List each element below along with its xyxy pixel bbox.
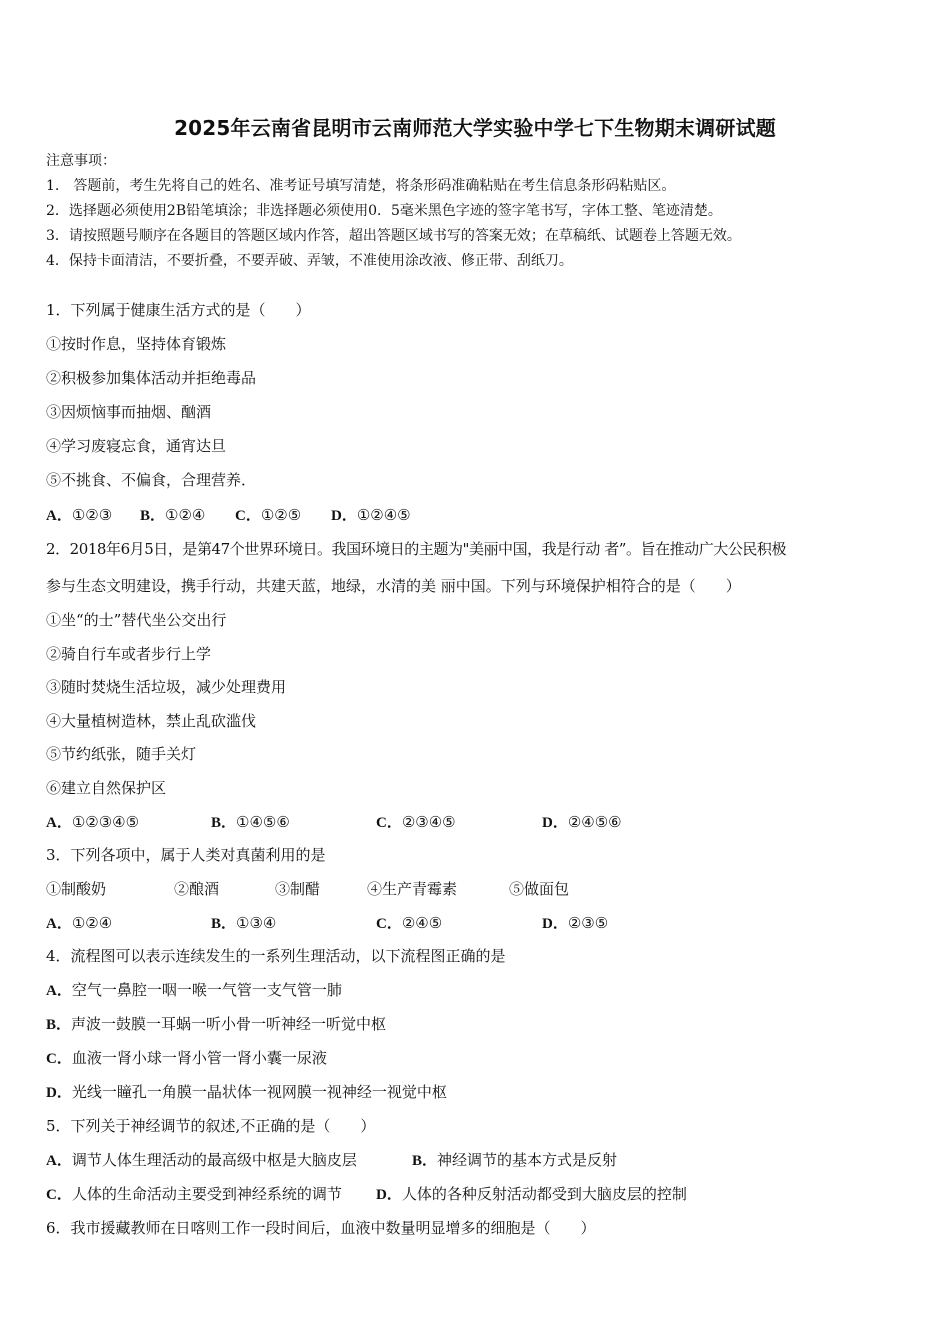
option-text: ①②③ xyxy=(71,506,113,524)
option-text: 光线一瞳孔一角膜一晶状体一视网膜一视神经一视觉中枢 xyxy=(71,1083,447,1101)
option-a[interactable] xyxy=(46,980,342,1001)
statement-item: ②积极参加集体活动并拒绝毒品 xyxy=(46,369,257,387)
option-label: B． xyxy=(140,508,166,524)
option-label: B． xyxy=(412,1153,438,1169)
statement-item: ④生产青霉素 xyxy=(367,880,458,898)
option-text: ①③④ xyxy=(236,914,277,932)
option-text: ②③④⑤ xyxy=(401,813,456,831)
option-label: C． xyxy=(376,916,402,932)
option-d[interactable] xyxy=(376,1184,687,1205)
statement-item: ④学习废寝忘食，通宵达旦 xyxy=(46,437,227,455)
option-label: A． xyxy=(46,983,72,999)
question-stem: 1．下列属于健康生活方式的是（ ） xyxy=(46,301,311,319)
option-c[interactable] xyxy=(46,1048,327,1069)
option-label: C． xyxy=(235,508,261,524)
question-stem: 2．2018年6月5日，是第47个世界环境日。我国环境日的主题为"美丽中国，我是行动 者”。旨在推动广大公民积极 xyxy=(46,540,787,558)
option-text: ①④⑤⑥ xyxy=(236,813,290,831)
option-a[interactable] xyxy=(46,913,112,934)
option-b[interactable] xyxy=(140,505,205,526)
statement-item: ①按时作息，坚持体育锻炼 xyxy=(46,335,227,353)
statement-item: ⑤做面包 xyxy=(509,880,570,898)
question-stem: 6．我市援藏教师在日喀则工作一段时间后，血液中数量明显增多的细胞是（ ） xyxy=(46,1219,596,1237)
statement-item: ④大量植树造林，禁止乱砍滥伐 xyxy=(46,712,257,730)
option-b[interactable] xyxy=(211,913,276,934)
option-text: ②④⑤ xyxy=(401,914,443,932)
option-a[interactable] xyxy=(46,1150,357,1171)
option-label: D． xyxy=(331,508,357,524)
option-text: 调节人体生理活动的最高级中枢是大脑皮层 xyxy=(71,1151,357,1169)
statement-item: ①坐“的士”替代坐公交出行 xyxy=(46,611,227,629)
option-label: D． xyxy=(542,916,568,932)
notice-heading: 注意事项： xyxy=(46,153,116,169)
option-text: 血液一肾小球一肾小管一肾小囊一尿液 xyxy=(71,1049,327,1067)
option-label: C． xyxy=(376,815,402,831)
option-a[interactable] xyxy=(46,505,112,526)
option-label: A． xyxy=(46,508,72,524)
question-stem-continued: 参与生态文明建设，携手行动，共建天蓝，地绿，水清的美 丽中国。下列与环境保护相符合的是（ ） xyxy=(46,577,741,595)
option-label: D． xyxy=(46,1085,72,1101)
option-label: D． xyxy=(542,815,568,831)
option-b[interactable] xyxy=(412,1150,617,1171)
option-text: ①②③④⑤ xyxy=(71,813,140,831)
option-b[interactable] xyxy=(46,1014,386,1035)
notice-item: 1. 答题前，考生先将自己的姓名、准考证号填写清楚，将条形码准确粘贴在考生信息条形码粘贴区。 xyxy=(46,178,676,194)
option-label: C． xyxy=(46,1051,72,1067)
option-text: 人体的各种反射活动都受到大脑皮层的控制 xyxy=(401,1185,687,1203)
notice-item: 4．保持卡面清洁，不要折叠，不要弄破、弄皱，不准使用涂改液、修正带、刮纸刀。 xyxy=(46,253,573,269)
option-label: A． xyxy=(46,815,72,831)
notice-item: 3．请按照题号顺序在各题目的答题区域内作答，超出答题区域书写的答案无效；在草稿纸、试题卷上答题无效。 xyxy=(46,228,741,244)
option-label: A． xyxy=(46,1153,72,1169)
option-c[interactable] xyxy=(46,1184,342,1205)
option-d[interactable] xyxy=(542,812,622,833)
question-stem: 3．下列各项中，属于人类对真菌利用的是 xyxy=(46,846,326,864)
option-c[interactable] xyxy=(235,505,301,526)
option-text: 神经调节的基本方式是反射 xyxy=(437,1151,618,1169)
statement-item: ⑤节约纸张，随手关灯 xyxy=(46,745,197,763)
notice-item: 2．选择题必须使用2B铅笔填涂；非选择题必须使用0．5毫米黑色字迹的签字笔书写，字体工整、笔迹清楚。 xyxy=(46,203,722,219)
option-label: B． xyxy=(211,916,237,932)
statement-item: ②骑自行车或者步行上学 xyxy=(46,645,212,663)
option-label: C． xyxy=(46,1187,72,1203)
option-text: 人体的生命活动主要受到神经系统的调节 xyxy=(71,1185,342,1203)
option-text: ①②⑤ xyxy=(260,506,302,524)
question-stem: 4．流程图可以表示连续发生的一系列生理活动，以下流程图正确的是 xyxy=(46,947,506,965)
option-label: A． xyxy=(46,916,72,932)
option-d[interactable] xyxy=(331,505,411,526)
option-a[interactable] xyxy=(46,812,139,833)
statement-item: ⑤不挑食、不偏食，合理营养． xyxy=(46,471,257,489)
question-stem: 5．下列关于神经调节的叙述,不正确的是（ ） xyxy=(46,1117,376,1135)
option-label: D． xyxy=(376,1187,402,1203)
statement-item: ⑥建立自然保护区 xyxy=(46,779,167,797)
option-text: 声波一鼓膜一耳蜗一听小骨一听神经一听觉中枢 xyxy=(71,1015,387,1033)
option-text: ①②④⑤ xyxy=(356,506,411,524)
option-text: ②④⑤⑥ xyxy=(567,813,622,831)
option-b[interactable] xyxy=(211,812,290,833)
statement-item: ①制酸奶 xyxy=(46,880,107,898)
statement-item: ③制醋 xyxy=(275,880,321,898)
statement-item: ③随时焚烧生活垃圾，减少处理费用 xyxy=(46,678,287,696)
page-title: 2025年云南省昆明市云南师范大学实验中学七下生物期末调研试题 xyxy=(174,116,776,140)
option-d[interactable] xyxy=(542,913,608,934)
option-label: B． xyxy=(211,815,237,831)
statement-item: ②酿酒 xyxy=(174,880,220,898)
option-text: ①②④ xyxy=(165,506,206,524)
option-label: B． xyxy=(46,1017,72,1033)
option-text: ②③⑤ xyxy=(567,914,609,932)
option-d[interactable] xyxy=(46,1082,447,1103)
option-text: ①②④ xyxy=(71,914,113,932)
option-c[interactable] xyxy=(376,913,442,934)
option-c[interactable] xyxy=(376,812,456,833)
option-text: 空气一鼻腔一咽一喉一气管一支气管一肺 xyxy=(71,981,342,999)
statement-item: ③因烦恼事而抽烟、酗酒 xyxy=(46,403,212,421)
